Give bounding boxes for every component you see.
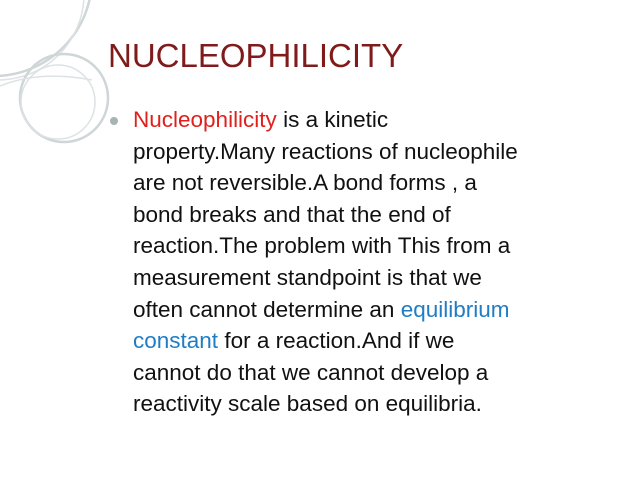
bullet-line: bond breaks and that the end of xyxy=(133,201,451,227)
bullet-line xyxy=(108,325,628,357)
keyword-nucleophilicity: Nucleophilicity xyxy=(133,107,277,132)
keyword-constant: constant xyxy=(133,328,219,354)
bullet-line: reactivity scale based on equilibria. xyxy=(133,391,482,417)
bullet-text: for a reaction.And if we xyxy=(218,328,455,354)
bullet-line: cannot do that we cannot develop a xyxy=(133,359,489,385)
bullet-text: often cannot determine an xyxy=(133,296,401,322)
keyword-equilibrium: equilibrium xyxy=(400,296,510,322)
bullet-line: are not reversible.A bond forms , a xyxy=(133,170,477,196)
bullet-line: property.Many reactions of nucleophile xyxy=(133,138,518,164)
bullet-list xyxy=(108,104,628,420)
slide-title: NUCLEOPHILICITY xyxy=(108,37,404,74)
bullet-line xyxy=(108,294,628,326)
bullet-text: is a kinetic xyxy=(276,107,389,132)
bullet-line xyxy=(108,104,628,136)
bullet-dot-icon xyxy=(110,117,118,125)
bullet-line: reaction.The problem with This from a xyxy=(133,233,511,259)
bullet-line: measurement standpoint is that we xyxy=(133,264,482,290)
